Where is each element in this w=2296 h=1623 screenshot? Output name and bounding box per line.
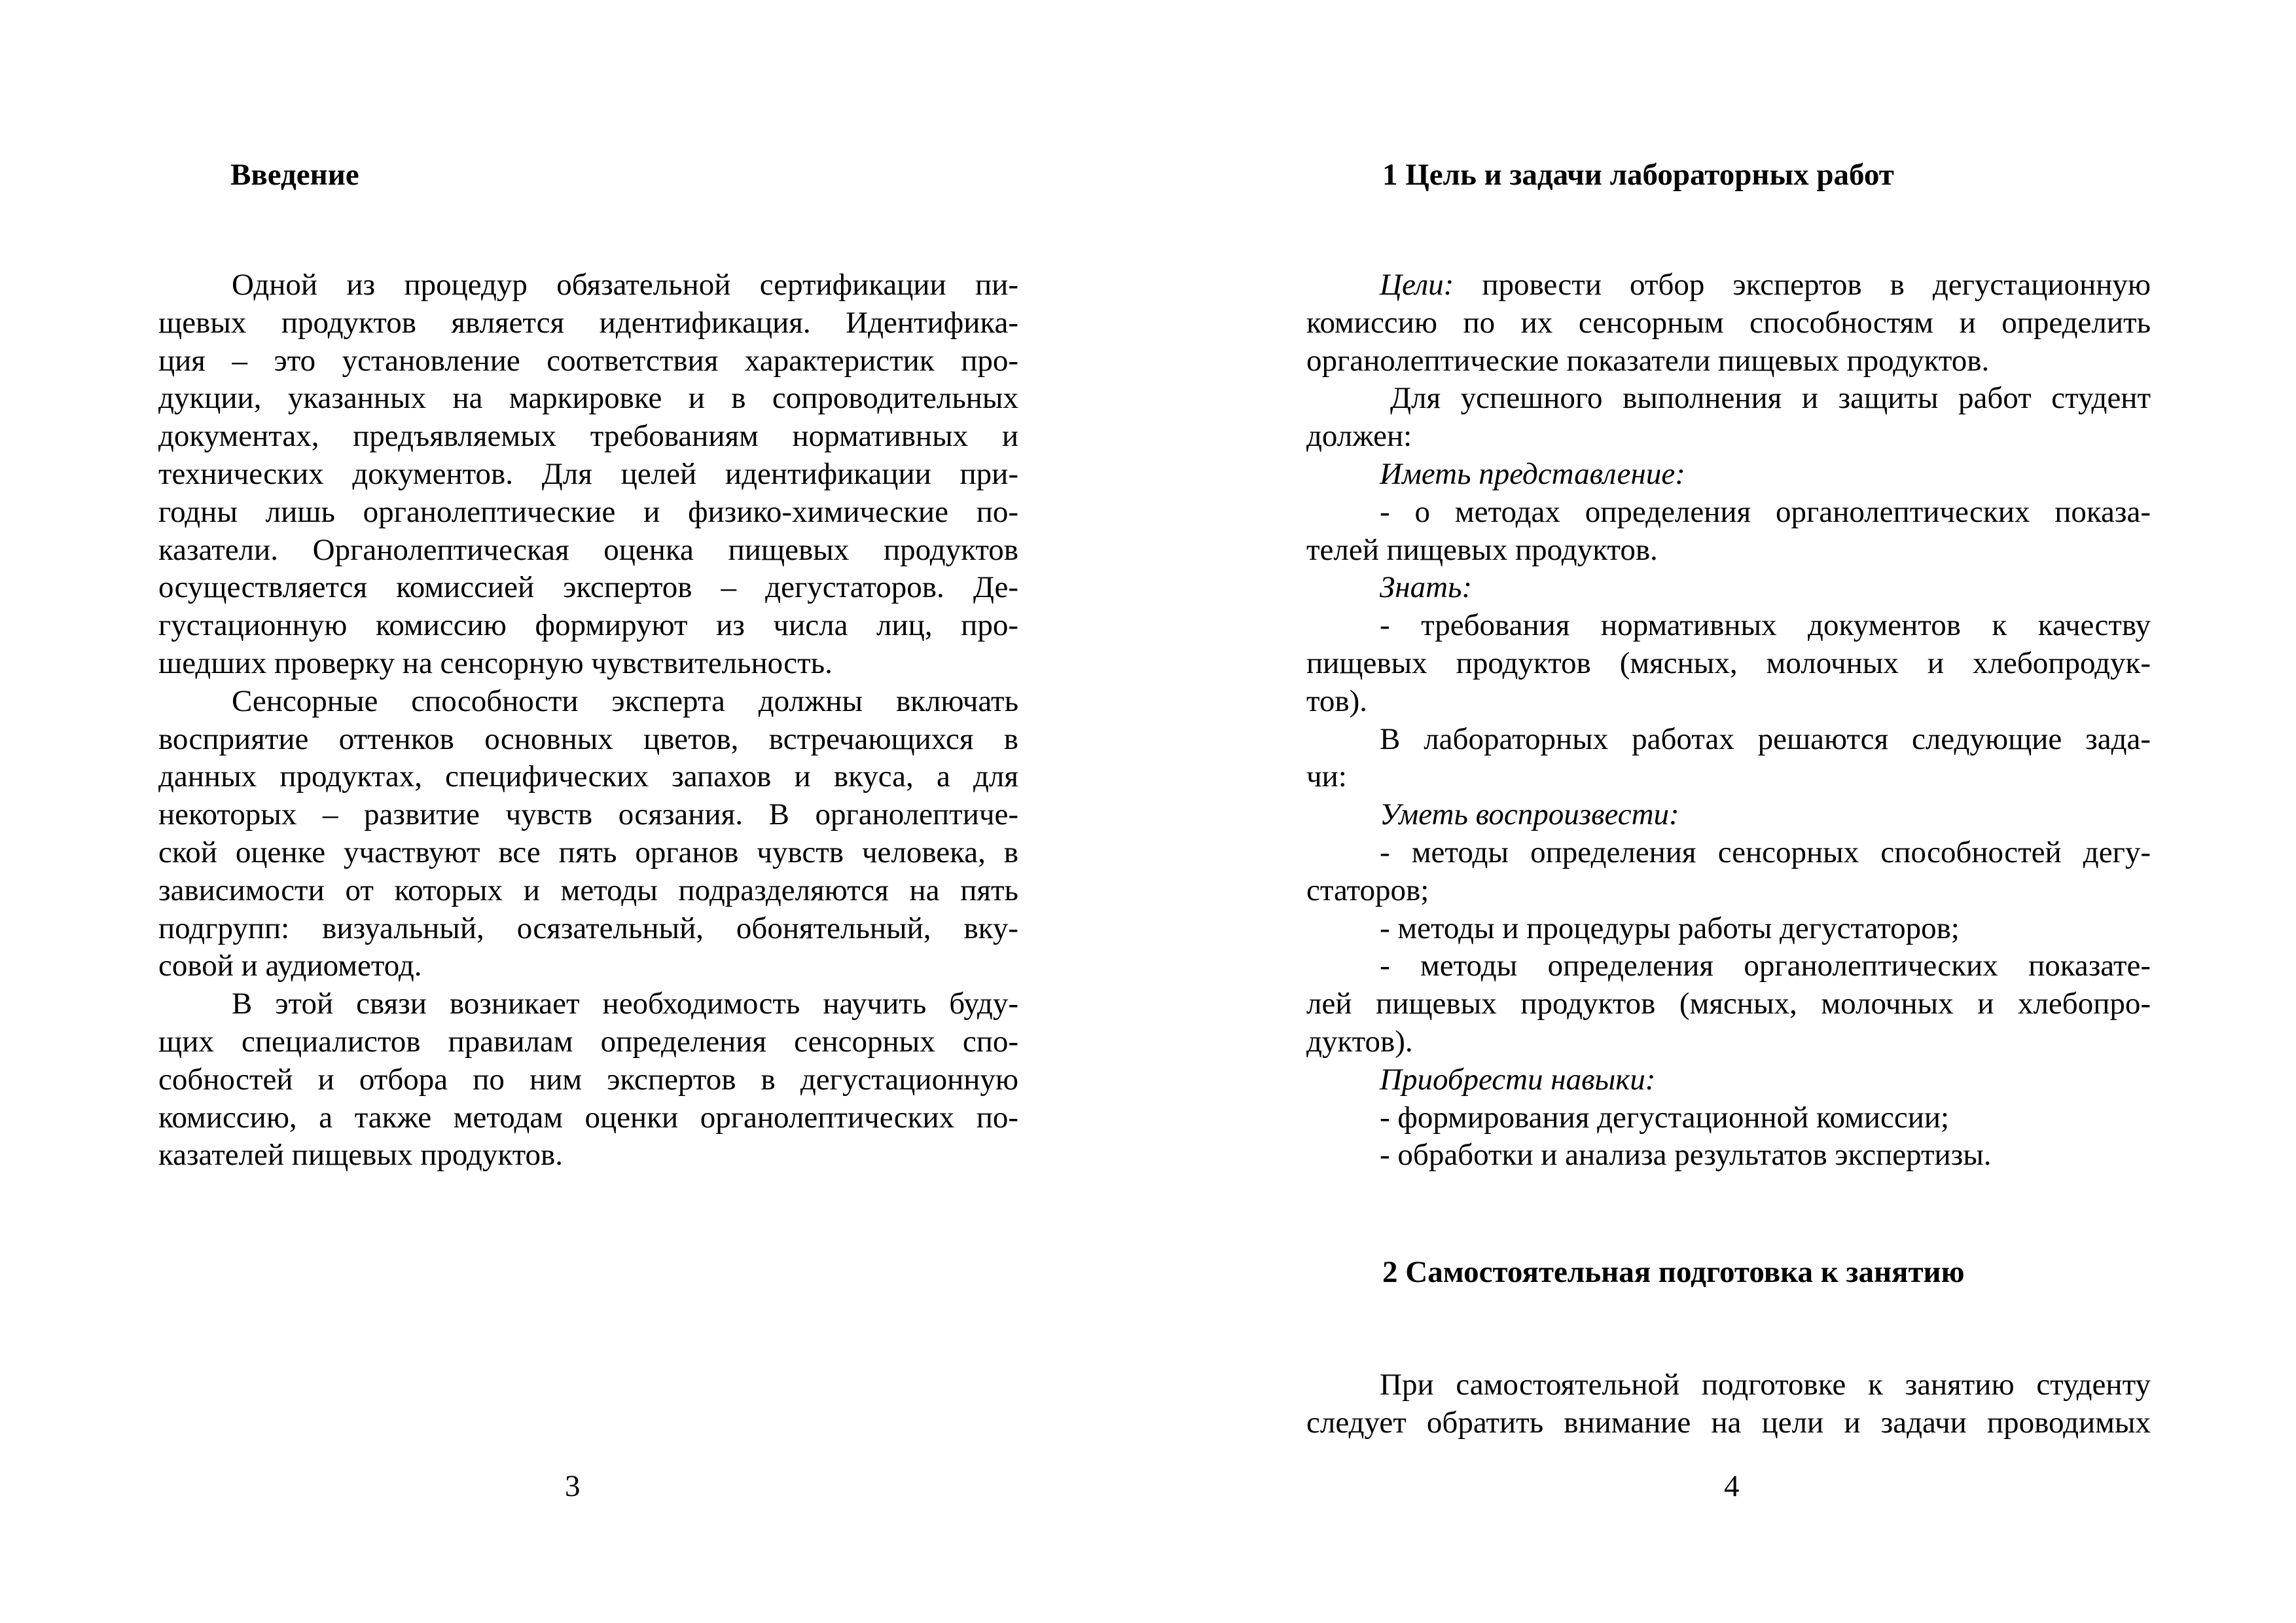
- text-line: дуктов).: [1306, 1024, 1413, 1059]
- text-line: шедших проверку на сенсорную чувствительность.: [158, 646, 833, 680]
- text-line: комиссию по их сенсорным способностям и определить: [1306, 305, 2151, 340]
- prep-heading: 2 Самостоятельная подготовка к занятию: [1382, 1255, 1965, 1289]
- text-line: пищевых продуктов (мясных, молочных и хлебопродук-: [1306, 646, 2151, 680]
- text-line: ской оценке участвуют все пять органов чувств человека, в: [158, 835, 1018, 869]
- text-line: должен:: [1306, 419, 1412, 454]
- text-line: Сенсорные способности эксперта должны включать: [232, 684, 1018, 718]
- text-line: чи:: [1306, 759, 1347, 794]
- subheading-line: Приобрести навыки:: [1380, 1062, 1656, 1097]
- intro-heading: Введение: [230, 158, 359, 192]
- intro-text: [158, 266, 1018, 1175]
- text-line: телей пищевых продуктов.: [1306, 532, 1658, 567]
- text-line: - требования нормативных документов к качеству: [1380, 608, 2151, 643]
- subheading-line: Уметь воспроизвести:: [1380, 797, 1679, 832]
- text-line: восприятие оттенков основных цветов, встречающихся в: [158, 721, 1018, 756]
- text-line: [1306, 266, 2151, 304]
- text-line: зависимости от которых и методы подразделяются на пять: [158, 873, 1018, 907]
- page-number: 4: [1724, 1469, 1740, 1503]
- text-line: При самостоятельной подготовке к занятию студенту: [1380, 1368, 2151, 1402]
- right-page: [1148, 0, 2296, 1623]
- text-line: казатели. Органолептическая оценка пищевых продуктов: [158, 532, 1018, 567]
- text-line: комиссию, а также методам оценки органолептических по-: [158, 1100, 1018, 1135]
- text-line: - формирования дегустационной комиссии;: [1380, 1100, 1950, 1135]
- text-line: следует обратить внимание на цели и задачи проводимых: [1306, 1405, 2151, 1440]
- text-line: некоторых – развитие чувств осязания. В органолептиче-: [158, 797, 1018, 832]
- goals-text-rest: провести отбор экспертов в дегустационную: [1454, 268, 2151, 302]
- subheading-line: Знать:: [1380, 570, 1473, 605]
- text-line: технических документов. Для целей идентификации при-: [158, 456, 1018, 491]
- text-line: подгрупп: визуальный, осязательный, обонятельный, вку-: [158, 911, 1018, 945]
- text-line: статоров;: [1306, 873, 1429, 907]
- goals-label: Цели:: [1380, 268, 1454, 302]
- text-line: щих специалистов правилам определения сенсорных спо-: [158, 1024, 1018, 1059]
- text-line: собностей и отбора по ним экспертов в дегустационную: [158, 1062, 1018, 1097]
- text-line: В лабораторных работах решаются следующие зада-: [1380, 721, 2151, 756]
- text-line: - методы определения сенсорных способностей дегу-: [1380, 835, 2151, 869]
- goals-text: [1306, 266, 2151, 1175]
- text-line: совой и аудиометод.: [158, 949, 422, 983]
- text-line: годны лишь органолептические и физико-химические по-: [158, 494, 1018, 529]
- text-line: лей пищевых продуктов (мясных, молочных и хлебопро-: [1306, 987, 2151, 1021]
- text-line: казателей пищевых продуктов.: [158, 1138, 563, 1173]
- text-line: щевых продуктов является идентификация. Идентифика-: [158, 305, 1018, 340]
- text-line: - методы определения органолептических показате-: [1380, 949, 2151, 983]
- text-line: органолептические показатели пищевых продуктов.: [1306, 343, 1990, 378]
- text-line: данных продуктах, специфических запахов и вкуса, а для: [158, 759, 1018, 794]
- page-number: 3: [565, 1469, 581, 1503]
- text-line: - методы и процедуры работы дегустаторов;: [1380, 911, 1960, 945]
- text-line: В этой связи возникает необходимость научить буду-: [232, 987, 1018, 1021]
- goals-heading: 1 Цель и задачи лабораторных работ: [1382, 158, 1894, 192]
- text-line: густационную комиссию формируют из числа лиц, про-: [158, 608, 1018, 643]
- prep-text: [1306, 1366, 2151, 1442]
- text-line: Одной из процедур обязательной сертификации пи-: [232, 268, 1018, 302]
- text-line: Для успешного выполнения и защиты работ студент: [1390, 381, 2151, 416]
- subheading-line: Иметь представление:: [1380, 456, 1685, 491]
- text-line: - о методах определения органолептических показа-: [1380, 494, 2151, 529]
- text-line: тов).: [1306, 684, 1368, 718]
- text-line: документах, предъявляемых требованиям нормативных и: [158, 419, 1018, 454]
- text-line: - обработки и анализа результатов экспертизы.: [1380, 1138, 1992, 1173]
- text-line: осуществляется комиссией экспертов – дегустаторов. Де-: [158, 570, 1018, 605]
- text-line: дукции, указанных на маркировке и в сопроводительных: [158, 381, 1018, 416]
- text-line: ция – это установление соответствия характеристик про-: [158, 343, 1018, 378]
